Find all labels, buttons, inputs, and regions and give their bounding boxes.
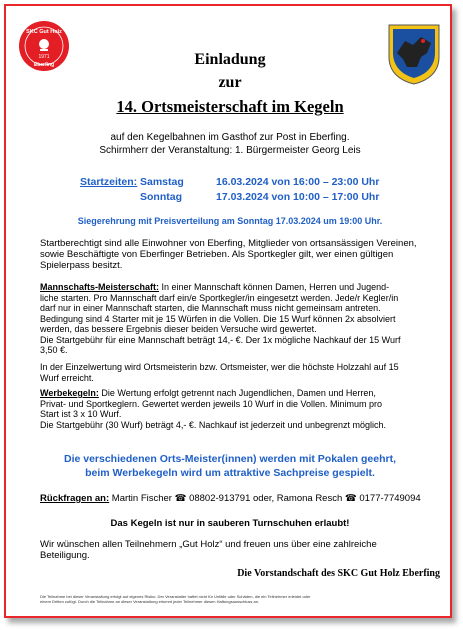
wish-paragraph bbox=[40, 539, 445, 561]
mannschaft-label: Mannschafts-Meisterschaft: bbox=[40, 282, 160, 292]
footnote-line: einem Dritten zufügt. Durch die Teilnahme an dieser Veranstaltung erkennt jeder Teilnehmer diesen Haftungsausschluss an. bbox=[40, 599, 260, 604]
einzel-line: Wurf erreicht. bbox=[40, 372, 94, 383]
startzeiten-block bbox=[80, 175, 379, 205]
mannschaft-line: werden, das bessere Ergebnis dieser beiden Versuche wird gewertet. bbox=[40, 324, 317, 334]
startzeiten-day-1: Samstag bbox=[140, 176, 184, 188]
pokale-paragraph bbox=[6, 452, 454, 480]
startzeiten-time-1: 16.03.2024 von 16:00 – 23:00 Uhr bbox=[216, 176, 380, 188]
turnschuhe-notice: Das Kegeln ist nur in sauberen Turnschuhen erlaubt! bbox=[110, 518, 350, 529]
einzel-paragraph bbox=[40, 362, 445, 383]
title-event: 14. Ortsmeisterschaft im Kegeln bbox=[116, 97, 344, 116]
footnote bbox=[40, 594, 450, 604]
werbekegeln-line: Privat- und Sportkeglern. Gewertet werden jeweils 10 Wurf in die Vollen. Minimum pro bbox=[40, 398, 382, 409]
werbekegeln-line: Die Wertung erfolgt getrennt nach Jugendlichen, Damen und Herren, bbox=[98, 388, 376, 398]
werbekegeln-line: Die Startgebühr (30 Wurf) beträgt 4,- €. Nachkauf ist jederzeit und unbegrenzt möglich. bbox=[40, 419, 387, 430]
mannschaft-line: Die Startgebühr für eine Mannschaft beträgt 14,- €. Der 1x mögliche Nachkauf der 15 Wurf bbox=[40, 334, 401, 345]
mannschaft-line: In einer Mannschaft können Damen, Herren und Jugend- bbox=[159, 282, 390, 292]
signature: Die Vorstandschaft des SKC Gut Holz Eberfing bbox=[237, 568, 440, 579]
eligibility-paragraph bbox=[40, 238, 440, 271]
startzeiten-day-2: Sonntag bbox=[140, 191, 182, 203]
werbekegeln-label: Werbekegeln: bbox=[40, 388, 99, 398]
einzel-line: In der Einzelwertung wird Ortsmeisterin bzw. Ortsmeister, wer die höchste Holzzahl auf 15 bbox=[40, 362, 399, 372]
rueckfragen-line bbox=[40, 493, 421, 504]
siegerehrung: Siegerehrung mit Preisverteilung am Sonntag 17.03.2024 um 19:00 Uhr. bbox=[77, 216, 383, 226]
mannschaft-paragraph bbox=[40, 282, 445, 356]
rueckfragen-contacts: Martin Fischer ☎ 08802-913791 oder, Ramona Resch ☎ 0177-7749094 bbox=[109, 493, 421, 504]
venue-line-2: Schirmherr der Veranstaltung: 1. Bürgermeister Georg Leis bbox=[99, 145, 361, 156]
startzeiten-label: Startzeiten: bbox=[80, 176, 138, 188]
eligibility-line: Spielerpass besitzt. bbox=[40, 260, 123, 271]
mannschaft-line: liche starten. Pro Mannschaft darf ein/e Sportkegler/in eingesetzt werden. Jede/r Kegler/in bbox=[40, 292, 399, 303]
venue-block bbox=[6, 131, 454, 157]
title-zur: zur bbox=[218, 74, 242, 91]
pokale-line: Die verschiedenen Orts-Meister(innen) werden mit Pokalen geehrt, bbox=[63, 453, 396, 465]
mannschaft-line: darf nur in einer Mannschaft starten, die Mannschaft muss nicht gemeinsam antreten. bbox=[40, 303, 381, 313]
eligibility-line: Startberechtigt sind alle Einwohner von Eberfing, Mitglieder von ortsansässigen Vereinen, bbox=[40, 238, 417, 249]
wish-line: Beteiligung. bbox=[40, 550, 90, 561]
logo-text-bottom: Eberfing bbox=[33, 62, 55, 68]
footnote-line: Die Teilnahme bei dieser Veranstaltung erfolgt auf eigenes Risiko. Der Veranstalter haftet nicht für Unfälle oder Schäden, die ein Teilnehmer erleidet oder bbox=[40, 594, 311, 599]
pokale-line: beim Werbekegeln wird um attraktive Sachpreise gespielt. bbox=[85, 467, 375, 479]
invitation-sheet bbox=[4, 4, 452, 618]
werbekegeln-line: Start ist 3 x 10 Wurf. bbox=[40, 409, 122, 419]
werbekegeln-paragraph bbox=[40, 388, 445, 430]
logo-text-top: SKC Gut Holz bbox=[26, 29, 62, 35]
eligibility-line: sowie Beschäftigte von Eberfinger Betrieben. Als Sportkegler gilt, wer einen gültigen bbox=[40, 249, 394, 260]
startzeiten-time-2: 17.03.2024 von 10:00 – 17:00 Uhr bbox=[216, 191, 380, 203]
rueckfragen-label: Rückfragen an: bbox=[40, 493, 110, 504]
mannschaft-line: Bedingung sind 4 Starter mit je 15 Würfen in die Vollen. Die 15 Wurf können 2x absolviert bbox=[40, 313, 396, 324]
venue-line-1: auf den Kegelbahnen im Gasthof zur Post in Eberfing. bbox=[110, 132, 350, 143]
wish-line: Wir wünschen allen Teilnehmern „Gut Holz“ und freuen uns über eine zahlreiche bbox=[40, 539, 377, 550]
mannschaft-line: 3,50 €. bbox=[40, 345, 68, 355]
logo-text-year: 1971 bbox=[38, 54, 50, 60]
title-einladung: Einladung bbox=[194, 51, 266, 68]
